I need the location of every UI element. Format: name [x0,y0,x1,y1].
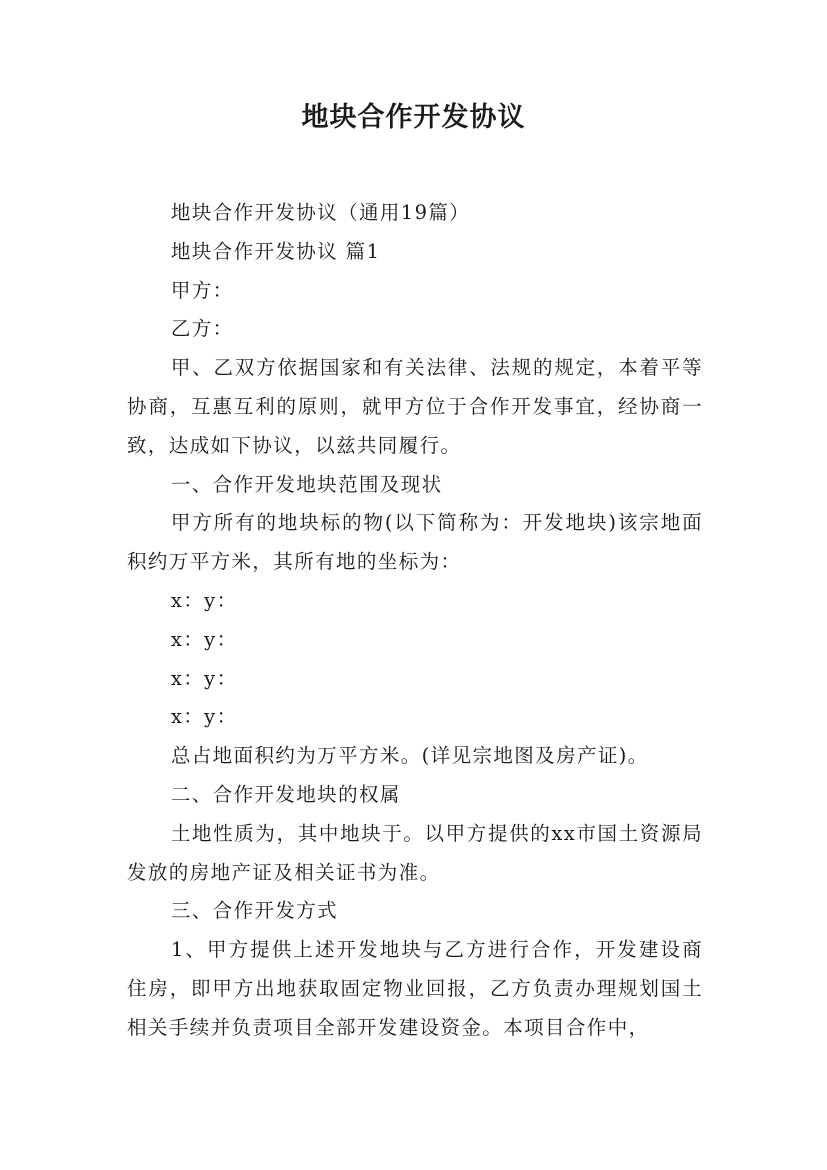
document-title: 地块合作开发协议 [301,102,526,133]
paragraph-clause-3-heading: 三、合作开发方式 [170,899,339,923]
paragraph-coordinate-3: x：y： [170,666,238,690]
paragraph-clause-2-body: 土地性质为，其中地块于。以甲方提供的xx市国土资源局发放的房地产证及相关证书为准。 [127,821,703,884]
paragraph-clause-1-body: 甲方所有的地块标的物(以下简称为：开发地块)该宗地面积约万平方米，其所有地的坐标为： [127,511,703,574]
paragraph-clause-1-heading: 一、合作开发地块范围及现状 [170,472,443,496]
paragraph-coordinate-1: x：y： [170,588,238,612]
document-body [127,194,703,1048]
paragraph-preamble: 甲、乙双方依据国家和有关法律、法规的规定，本着平等协商，互惠互利的原则，就甲方位于合作开发事宜，经协商一致，达成如下协议，以兹共同履行。 [127,356,703,457]
paragraph-party-a: 甲方： [170,278,234,302]
paragraph-coordinate-2: x：y： [170,627,238,651]
paragraph-party-b: 乙方： [170,317,234,341]
paragraph-coordinate-4: x：y： [170,705,238,729]
paragraph-clause-2-heading: 二、合作开发地块的权属 [170,782,401,806]
paragraph-clause-3-item-1: 1、甲方提供上述开发地块与乙方进行合作，开发建设商住房，即甲方出地获取固定物业回报，乙方负责办理规划国土相关手续并负责项目全部开发建设资金。本项目合作中， [127,938,703,1039]
paragraph-subtitle: 地块合作开发协议（通用19篇） [170,201,471,224]
paragraph-total-area: 总占地面积约为万平方米。(详见宗地图及房产证)。 [170,744,649,768]
paragraph-section-heading: 地块合作开发协议 篇1 [170,239,381,263]
